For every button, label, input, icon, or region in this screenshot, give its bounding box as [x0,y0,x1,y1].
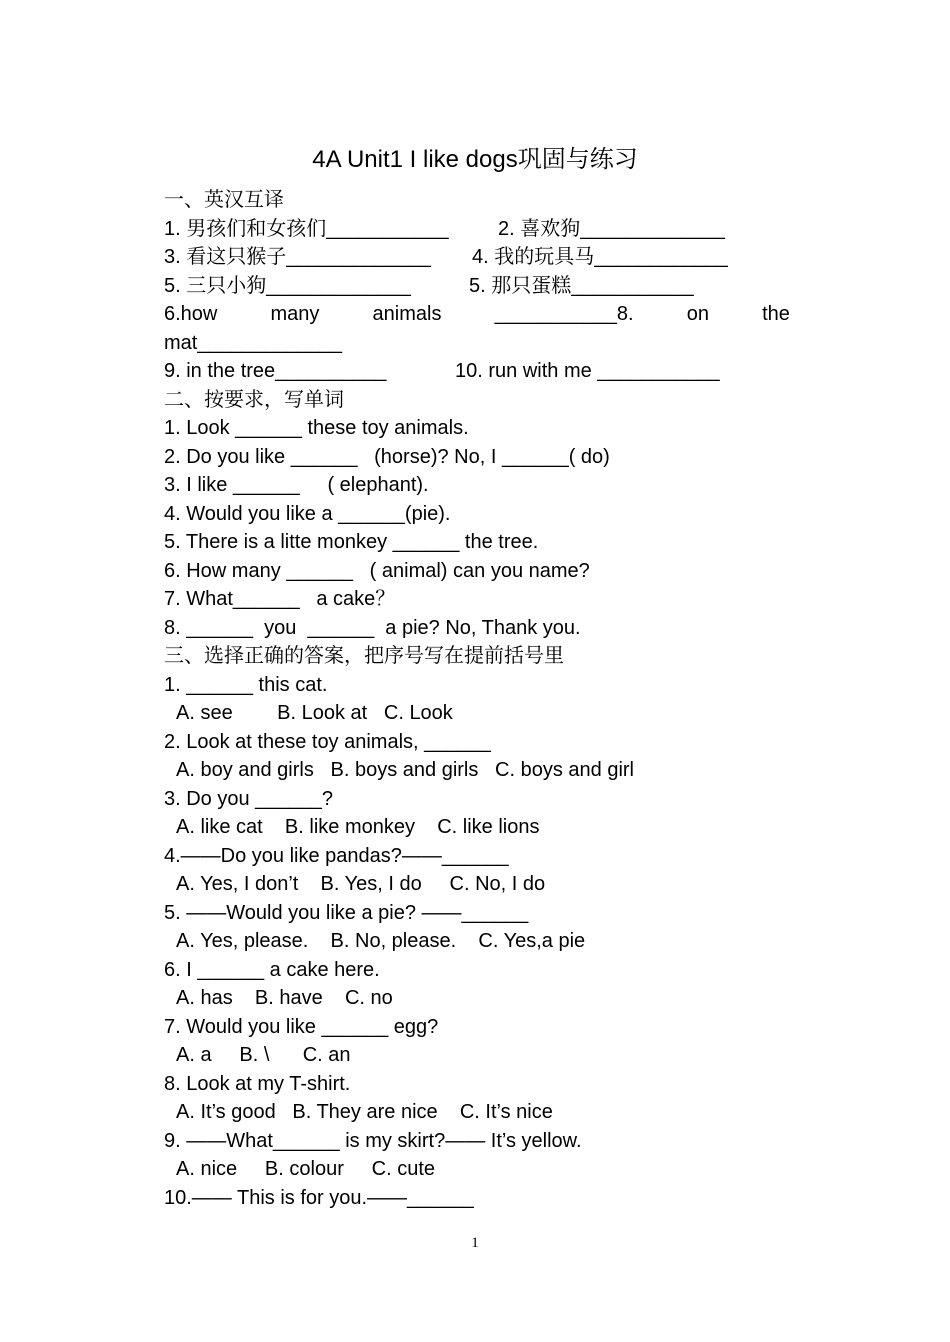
question-text: 9. in the tree__________ [164,360,387,382]
question-text: 2. 喜欢狗_____________ [498,217,725,240]
section-heading-translation: 一、英汉互译 [164,189,284,211]
justified-word: animals [372,303,442,325]
translation-row-4 [164,300,790,329]
justified-word: 6.how [164,303,218,325]
question-text: 5. 那只蛋糕___________ [469,274,694,297]
question-text: 5. 三只小狗_____________ [164,274,411,297]
mc-question: 4.——Do you like pandas?——______ [164,844,509,867]
worksheet-body [164,186,790,1212]
mc-options: A. It’s good B. They are nice C. It’s nice [176,1101,553,1123]
mc-question: 3. Do you ______? [164,787,334,810]
justified-word: ___________8. [494,303,634,325]
section-heading-fill-words: 二、按要求，写单词 [164,388,344,411]
fill-question: 4. Would you like a ______(pie). [164,502,451,525]
page-title: 4A Unit1 I like dogs巩固与练习 [312,146,638,173]
mc-question: 6. I ______ a cake here. [164,958,380,981]
question-text: 4. 我的玩具马____________ [472,246,728,268]
mc-question: 2. Look at these toy animals, ______ [164,730,491,753]
mc-question: 8. Look at my T-shirt. [164,1072,351,1095]
justified-word: many [270,303,320,325]
translation-row-6 [164,357,790,386]
question-text: 3. 看这只猴子_____________ [164,246,431,268]
translation-row-5 [164,329,790,358]
fill-question: 7. What______ a cake？ [164,588,396,610]
question-text: mat_____________ [164,331,342,354]
justified-word: on [686,303,709,325]
mc-options: A. a B. \ C. an [176,1044,351,1066]
mc-question: 9. ——What______ is my skirt?—— It’s yellow. [164,1129,582,1152]
fill-question: 3. I like ______ ( elephant). [164,474,429,496]
mc-options: A. nice B. colour C. cute [176,1158,435,1180]
fill-question: 5. There is a litte monkey ______ the tree. [164,531,539,553]
fill-question: 6. How many ______ ( animal) can you name? [164,559,590,582]
question-text: 10. run with me ___________ [455,360,720,382]
fill-question: 2. Do you like ______ (horse)? No, I ______( do) [164,445,610,468]
mc-options: A. Yes, I don’t B. Yes, I do C. No, I do [176,873,546,895]
mc-question: 10.—— This is for you.——______ [164,1186,474,1209]
mc-options: A. Yes, please. B. No, please. C. Yes,a pie [176,930,586,952]
mc-question: 1. ______ this cat. [164,673,328,696]
page-number: 1 [471,1235,479,1251]
mc-options: A. has B. have C. no [176,987,393,1009]
mc-options: A. see B. Look at C. Look [176,702,453,724]
translation-row-2 [164,243,790,272]
translation-row-1 [164,215,790,244]
fill-question: 1. Look ______ these toy animals. [164,417,469,439]
translation-row-3 [164,272,790,301]
question-text: 1. 男孩们和女孩们___________ [164,217,449,240]
mc-options: A. like cat B. like monkey C. like lions [176,816,540,838]
section-heading-multiple-choice: 三、选择正确的答案，把序号写在提前括号里 [164,645,564,667]
fill-question: 8. ______ you ______ a pie? No, Thank you. [164,616,581,639]
mc-options: A. boy and girls B. boys and girls C. boys and girl [176,759,634,781]
justified-word: the [762,303,790,325]
mc-question: 7. Would you like ______ egg? [164,1015,439,1038]
mc-question: 5. ——Would you like a pie? ——______ [164,901,529,924]
